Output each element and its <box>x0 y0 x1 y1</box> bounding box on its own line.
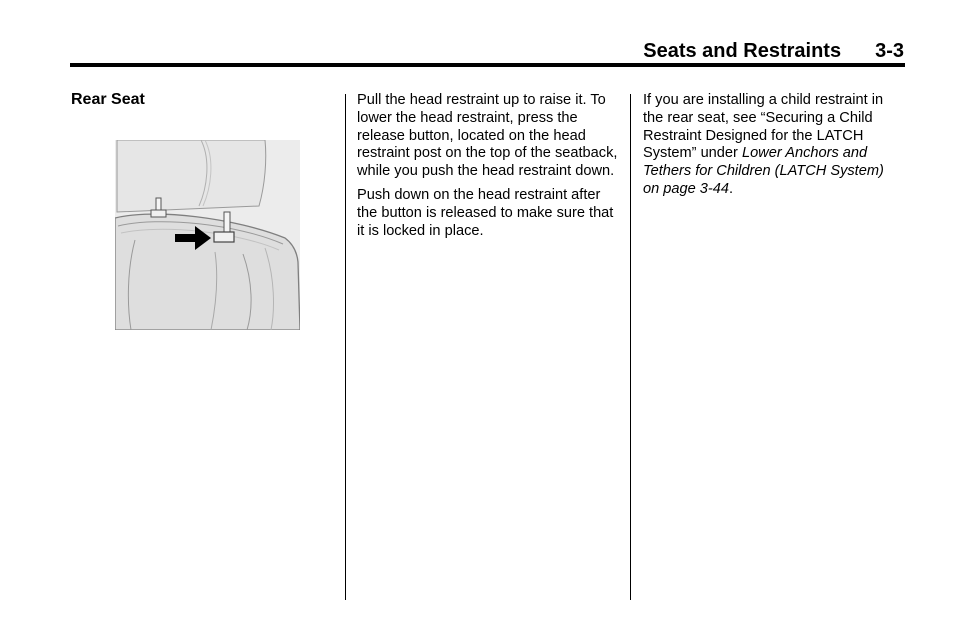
header-title <box>580 39 904 63</box>
note-end: . <box>729 180 734 197</box>
header-rule <box>70 63 905 67</box>
section-subheading: Rear Seat <box>71 91 145 108</box>
column-divider-left <box>345 94 346 600</box>
note-text: If you are installing a child restraint in the rear seat, see “Securing a Child Restraint Designed for the LATCH System” under <box>643 92 884 162</box>
head-restraint-illustration <box>115 140 300 330</box>
section-title: Seats and Restraints <box>643 40 842 62</box>
column-divider-right <box>630 94 631 600</box>
child-restraint-note <box>643 92 901 199</box>
paragraph-raise-lower: Pull the head restraint up to raise it. To lower the head restraint, press the release button, located on the head restraint post on the top of the seatback, while you push the head restraint down. <box>357 92 618 180</box>
right-column <box>643 92 901 205</box>
middle-column <box>357 92 622 247</box>
page-number: 3-3 <box>875 40 904 62</box>
cross-reference-link[interactable]: Lower Anchors and Tethers for Children (LATCH System) on page 3-44 <box>643 145 884 197</box>
paragraph-lock: Push down on the head restraint after the button is released to make sure that it is locked in place. <box>357 187 614 240</box>
